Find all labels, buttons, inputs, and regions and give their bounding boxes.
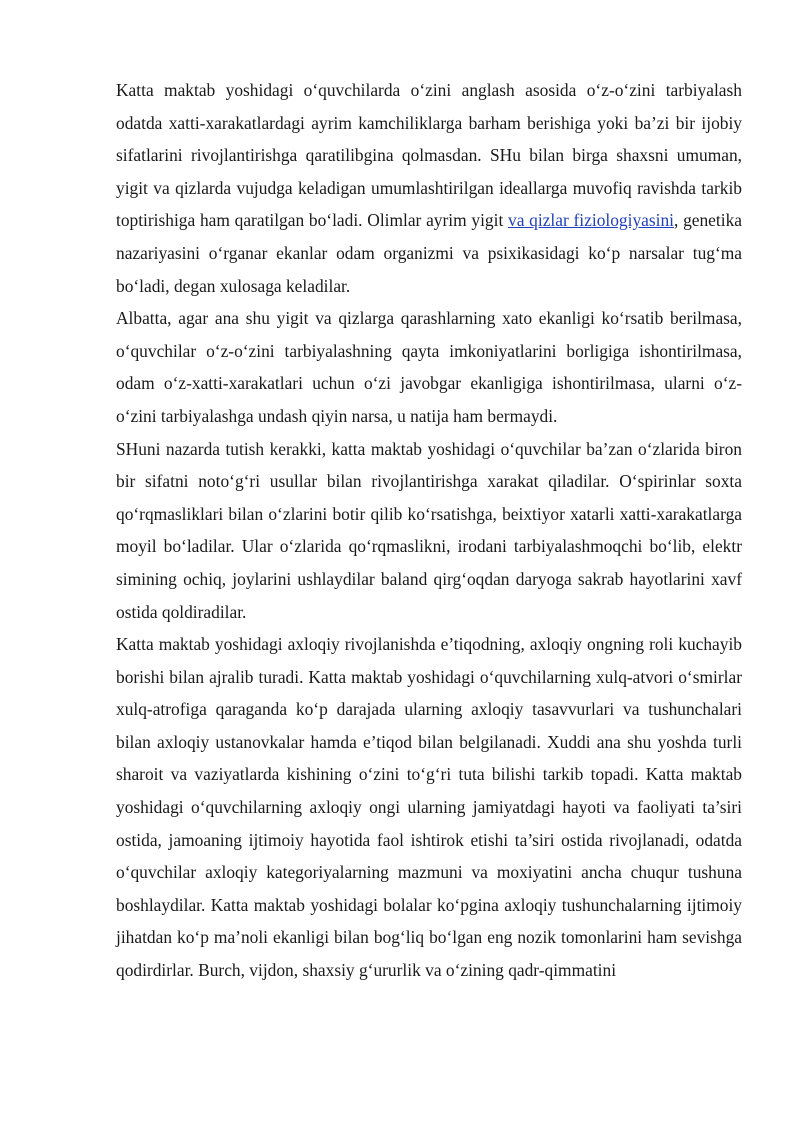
paragraph-3: SHuni nazarda tutish kerakki, katta maktab yoshidagi o‘quvchilar ba’zan o‘zlarida biron bir sifatni noto‘g‘ri usullar bilan rivojlantirishga xarakat qiladilar. O‘spirinlar soxta qo‘rqmasliklari bilan o‘zlarini botir qilib ko‘rsatishga, beixtiyor xatarli xatti-xarakatlarga moyil bo‘ladilar. Ular o‘zlarida qo‘rqmaslikni, irodani tarbiyalashmoqchi bo‘lib, elektr simining ochiq, joylarini ushlaydilar baland qirg‘oqdan daryoga sakrab hayotlarini xavf ostida qoldiradilar. [116,438,742,622]
paragraph-1-text-start: Katta maktab yoshidagi o‘quvchilarda o‘zini anglash asosida o‘z-o‘zini tarbiyalash odatda xatti-xarakatlardagi ayrim kamchiliklarga barham berishiga yoki ba’zi bir ijobiy sifatlarini rivojlantirishga qaratilibgina qolmasdan. SHu bilan birga shaxsni umuman, yigit va qizlarda vujudga keladigan umumlashtirilgan ideallarga muvofiq ravishda tarkib toptirishiga ham qaratilgan bo‘ladi. Olimlar ayrim yigit [116,80,742,231]
fiziologiya-link[interactable]: va qizlar fiziologiyasini [508,210,674,231]
paragraph-4: Katta maktab yoshidagi axloqiy rivojlanishda e’tiqodning, axloqiy ongning roli kuchayib borishi bilan ajralib turadi. Katta maktab yoshidagi o‘quvchilarning xulq-atvori o‘smirlar xulq-atrofiga qaraganda ko‘p darajada ularning axloqiy tasavvurlari va tushunchalari bilan axloqiy ustanovkalar hamda e’tiqod bilan belgilanadi. Xuddi ana shu yoshda turli sharoit va vaziyatlarda kishining o‘zini to‘g‘ri tuta bilishi tarkib topadi. Katta maktab yoshidagi o‘quvchilarning axloqiy ongi ularning jamiyatdagi hayoti va faoliyati ta’siri ostida, jamoaning ijtimoiy hayotida faol ishtirok etishi ta’siri ostida rivojlanadi, odatda o‘quvchilar axloqiy kategoriyalarning mazmuni va moxiyatini ancha chuqur tushuna boshlaydilar. Katta maktab yoshidagi bolalar ko‘pgina axloqiy tushunchalarning ijtimoiy jihatdan ko‘p ma’noli ekanligi bilan bog‘liq bo‘lgan eng nozik tomonlarini ham sevishga qodirdirlar. Burch, vijdon, shaxsiy g‘ururlik va o‘zining qadr-qimmatini [116,634,742,981]
paragraph-2: Albatta, agar ana shu yigit va qizlarga qarashlarning xato ekanligi ko‘rsatib berilmasa, o‘quvchilar o‘z-o‘zini tarbiyalashning qayta imkoniyatlarini borligiga ishontirilmasa, odam o‘z-xatti-xarakatlari uchun o‘zi javobgar ekanligiga ishontirilmasa, ularni o‘z-o‘zini tarbiyalashga undash qiyin narsa, u natija ham bermaydi. [116,308,742,426]
paragraph-1-text-end: , genetika nazariyasini o‘rganar ekanlar odam organizmi va psixikasidagi ko‘p narsalar tug‘ma bo‘ladi, degan xulosaga keladilar. [116,210,742,296]
document-page [116,74,742,987]
paragraph-1 [116,74,742,302]
